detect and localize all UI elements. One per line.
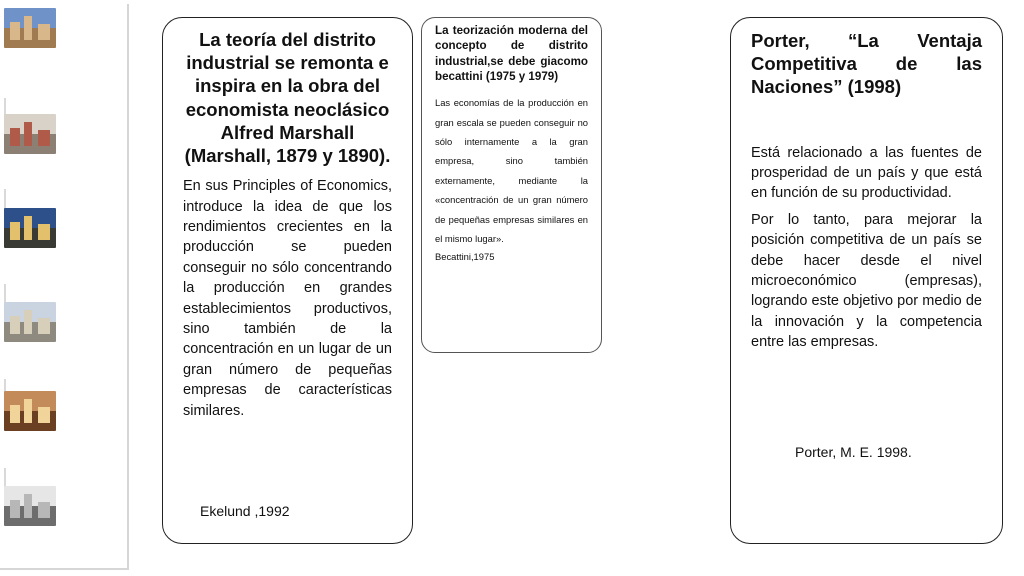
porter-paragraph-1: Está relacionado a las fuentes de prosperidad de un país y que está en función de su productividad.	[751, 144, 982, 202]
thumbnail-crowd	[4, 486, 56, 526]
interior-photo-shape	[24, 399, 32, 423]
thumbnail-street	[4, 114, 56, 154]
photo-strip	[0, 4, 129, 570]
crowd-photo-shape	[24, 494, 32, 518]
thumbnail-city-night	[4, 208, 56, 248]
street-photo-shape	[10, 128, 20, 146]
thumbnail-plaza	[4, 302, 56, 342]
marshall-title: La teoría del distrito industrial se remonta e inspira en la obra del economista neoclásico Alfred Marshall (Marshall, 1879 y 1890).	[184, 29, 391, 167]
cathedral-photo-shape	[24, 16, 32, 40]
marshall-citation: Ekelund ,1992	[200, 503, 290, 519]
thumbnail-interior	[4, 391, 56, 431]
thumbnail-cathedral	[4, 8, 56, 48]
street-photo-shape	[38, 130, 50, 146]
becattini-title: La teorización moderna del concepto de distrito industrial,se debe giacomo becattini (1975 y 1979)	[435, 24, 588, 83]
interior-photo-shape	[38, 407, 50, 423]
becattini-citation: Becattini,1975	[435, 251, 495, 263]
porter-citation: Porter, M. E. 1998.	[795, 444, 912, 460]
interior-photo-shape	[10, 405, 20, 423]
city-night-photo-shape	[10, 222, 20, 240]
plaza-photo-shape	[38, 318, 50, 334]
city-night-photo-shape	[38, 224, 50, 240]
crowd-photo-shape	[38, 502, 50, 518]
porter-paragraph-2: Por lo tanto, para mejorar la posición competitiva de un país se debe hacer desde el nivel microeconómico (empresas), logrando este objetivo por medio de la innovación y la competencia entre las empresas.	[751, 211, 982, 351]
crowd-photo-shape	[10, 500, 20, 518]
street-photo-shape	[24, 122, 32, 146]
porter-card	[730, 17, 1003, 544]
becattini-card	[421, 17, 602, 353]
becattini-body: Las economías de la producción en gran escala se pueden conseguir no sólo internamente a la gran empresa, sino también externamente, mediante la «concentración de un gran número de pequeñas empresas similares en el mismo lugar».	[435, 97, 588, 245]
marshall-card	[162, 17, 413, 544]
porter-title: Porter, “La Ventaja Competitiva de las Naciones” (1998)	[751, 30, 982, 98]
plaza-photo-shape	[24, 310, 32, 334]
plaza-photo-shape	[10, 316, 20, 334]
cathedral-photo-shape	[10, 22, 20, 40]
city-night-photo-shape	[24, 216, 32, 240]
cathedral-photo-shape	[38, 24, 50, 40]
marshall-body: En sus Principles of Economics, introduce la idea de que los rendimientos crecientes en la producción se pueden conseguir no sólo concentrando la producción en grandes establecimientos productivos, sino también de la concentración en un lugar de un gran número de pequeñas empresas de características similares.	[183, 178, 392, 419]
